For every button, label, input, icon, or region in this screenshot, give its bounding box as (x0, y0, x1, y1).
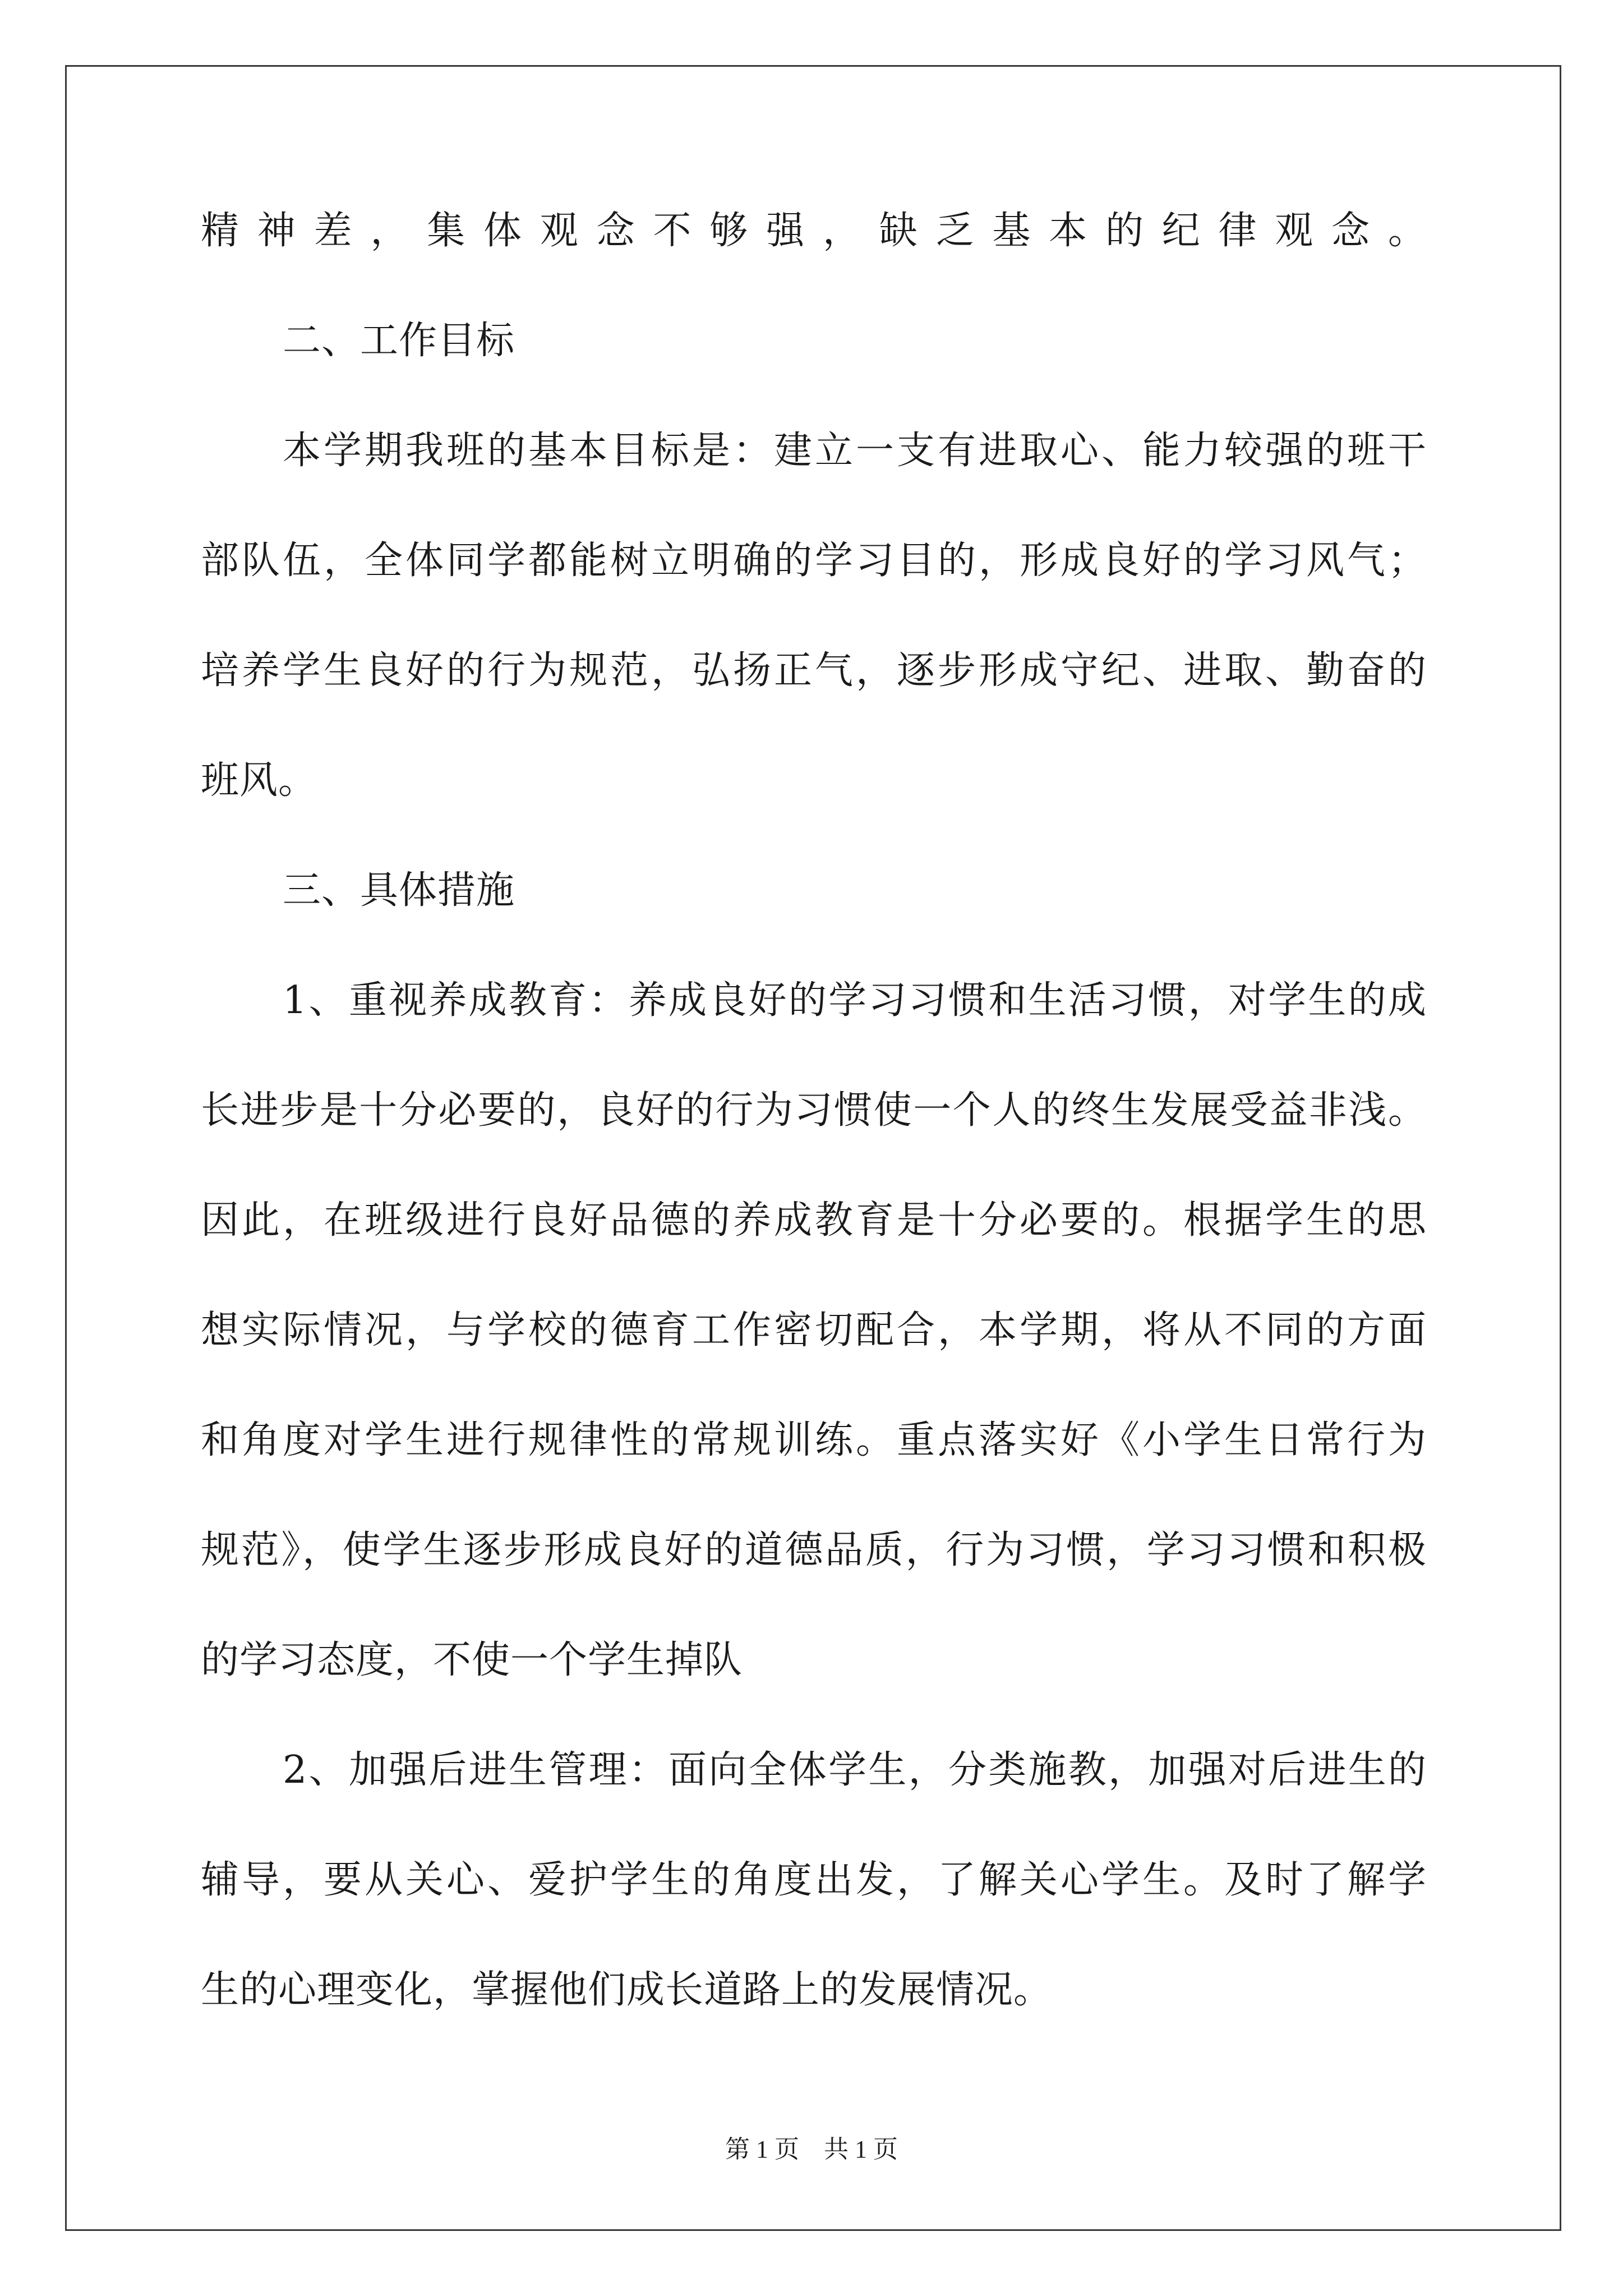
section-heading: 三、具体措施 (283, 868, 515, 913)
text-line: 班风。 (201, 758, 317, 803)
text-line: 长进步是十分必要的，良好的行为习惯使一个人的终生发展受益非浅。 (201, 1088, 1427, 1133)
text-line: 的学习态度，不使一个学生掉队 (201, 1638, 743, 1682)
text-line: 精神差，集体观念不够强，缺乏基本的纪律观念。 (201, 209, 1427, 253)
text-line: 培养学生良好的行为规范，弘扬正气，逐步形成守纪、进取、勤奋的 (201, 648, 1427, 693)
text-line: 和角度对学生进行规律性的常规训练。重点落实好《小学生日常行为 (201, 1418, 1427, 1462)
text-line: 规范》，使学生逐步形成良好的道德品质，行为习惯，学习习惯和积极 (201, 1528, 1427, 1572)
text-line: 1、重视养成教育：养成良好的学习习惯和生活习惯，对学生的成 (283, 978, 1427, 1023)
text-line: 生的心理变化，掌握他们成长道路上的发展情况。 (201, 1968, 1053, 2012)
text-line: 辅导，要从关心、爱护学生的角度出发，了解关心学生。及时了解学 (201, 1858, 1427, 1902)
document-body (201, 209, 1427, 2081)
text-line: 2、加强后进生管理：面向全体学生，分类施教，加强对后进生的 (283, 1748, 1427, 1792)
text-line: 因此，在班级进行良好品德的养成教育是十分必要的。根据学生的思 (201, 1198, 1427, 1243)
text-line: 本学期我班的基本目标是：建立一支有进取心、能力较强的班干 (283, 429, 1427, 473)
text-line: 想实际情况，与学校的德育工作密切配合，本学期，将从不同的方面 (201, 1308, 1427, 1352)
text-line: 部队伍，全体同学都能树立明确的学习目的，形成良好的学习风气； (201, 539, 1427, 583)
page-footer: 第 1 页 共 1 页 (725, 2136, 898, 2163)
section-heading: 二、工作目标 (283, 319, 515, 363)
